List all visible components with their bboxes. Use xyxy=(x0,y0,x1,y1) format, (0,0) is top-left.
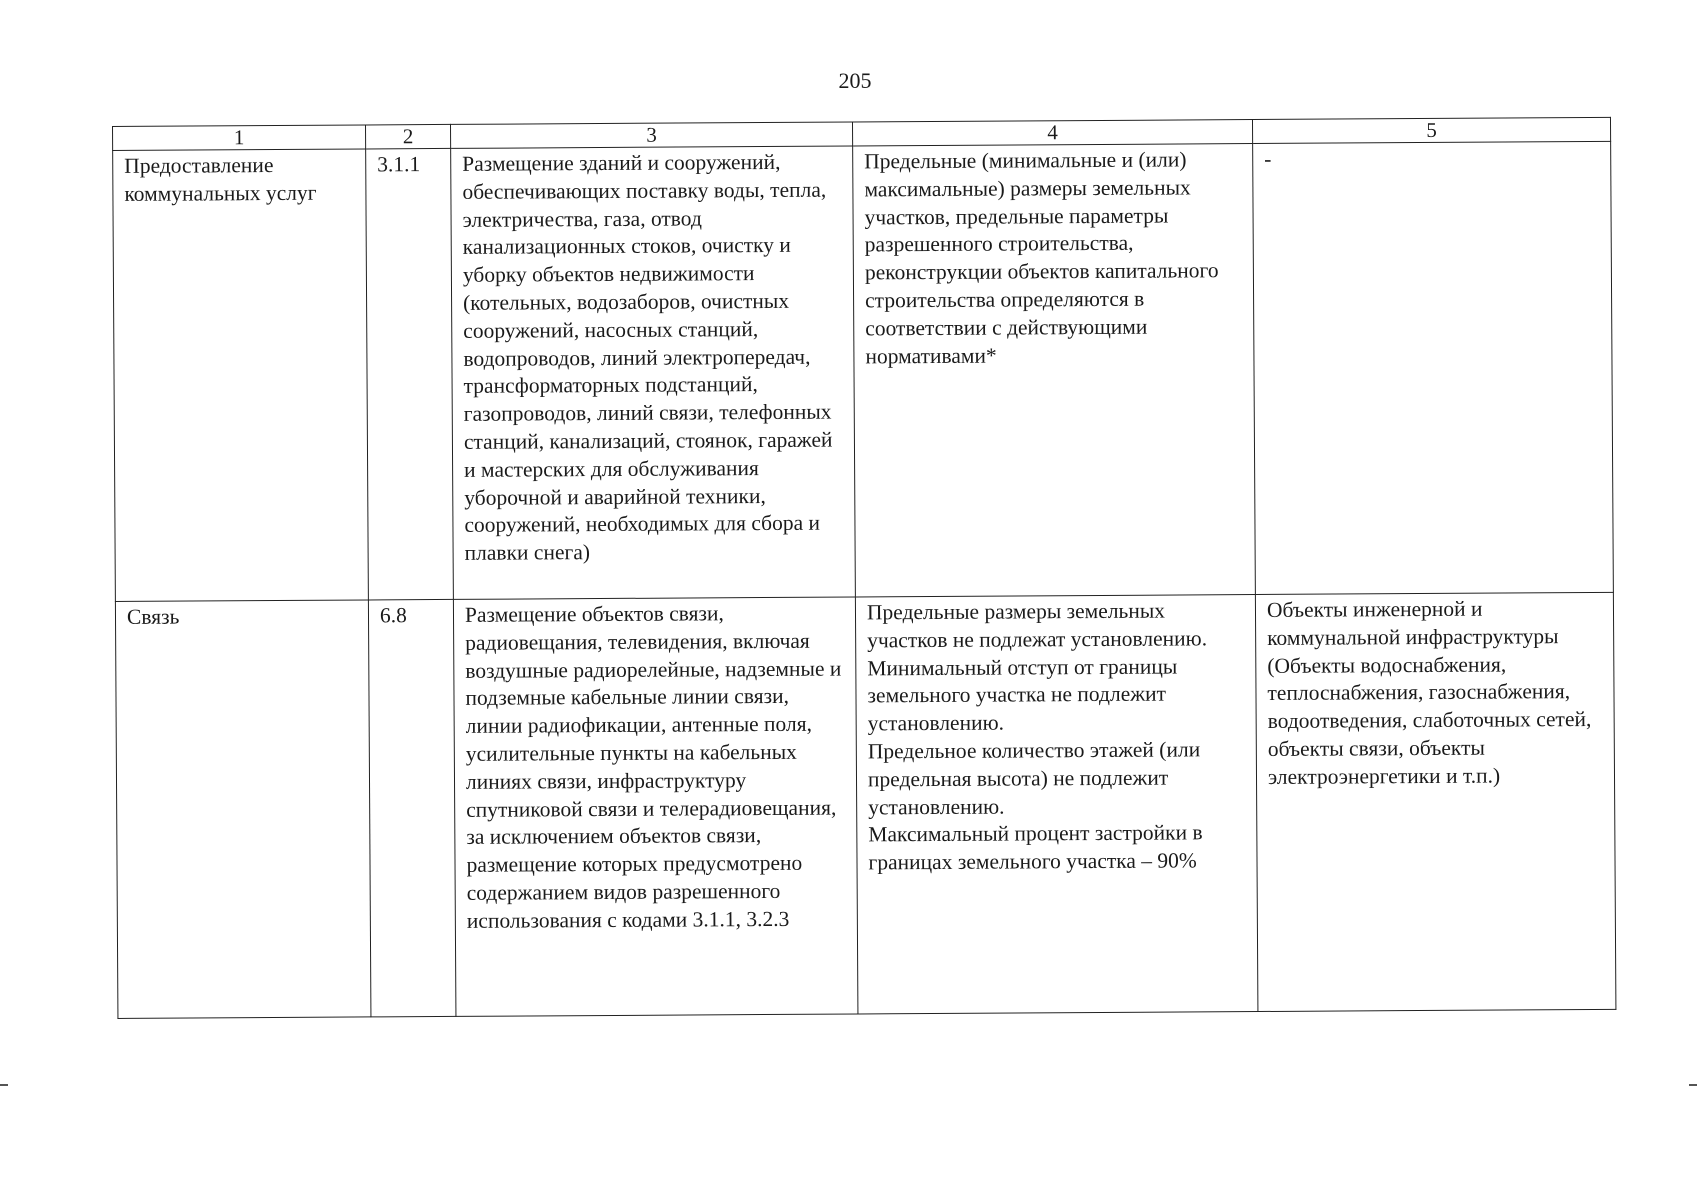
column-header-4: 4 xyxy=(852,120,1252,146)
scan-margin-mark-left xyxy=(0,1084,8,1086)
additional-notes: - xyxy=(1253,141,1614,594)
table-row xyxy=(115,592,1616,1018)
use-type-code: 3.1.1 xyxy=(366,148,454,600)
parameter-line: Максимальный процент застройки в границах земельного участка – 90% xyxy=(868,820,1203,875)
zoning-table xyxy=(112,117,1616,1019)
parameter-line: Предельные (минимальные и (или) максимальные) размеры земельных участков, предельные параметры разрешенного строительства, реконструкции объектов капитального строительства определяются в соответствии с действующими нормативами* xyxy=(864,147,1219,368)
use-type-description: Размещение зданий и сооружений, обеспечивающих поставку воды, тепла, электричества, газа, отвод канализационных стоков, очистку и уборку объектов недвижимости (котельных, водозаборов, очистных сооружений, насосных станций, водопроводов, линий электропередач, трансформаторных подстанций, газопроводов, линий связи, телефонных станций, канализаций, стоянок, гаражей и мастерских для обслуживания уборочной и аварийной техники, сооружений, необходимых для сбора и плавки снега) xyxy=(451,146,856,599)
parameter-line: Предельные размеры земельных участков не подлежат установлению. xyxy=(866,598,1208,653)
use-type-name: Предоставление коммунальных услуг xyxy=(113,149,369,602)
use-type-description: Размещение объектов связи, радиовещания, телевидения, включая воздушные радиорелейные, надземные и подземные кабельные линии связи, линии радиофикации, антенные поля, усилительные пункты на кабельных линиях связи, инфраструктуру спутниковой связи и телерадиовещания, за исключением объектов связи, размещение которых предусмотрено содержанием видов разрешенного использования с кодами 3.1.1, 3.2.3 xyxy=(453,597,858,1016)
column-header-5: 5 xyxy=(1252,117,1610,143)
use-type-name: Связь xyxy=(115,600,371,1019)
page-number: 205 xyxy=(838,68,872,93)
construction-parameters xyxy=(855,595,1258,1014)
parameter-line: Предельное количество этажей (или предельная высота) не подлежит установлению. xyxy=(867,737,1201,819)
use-type-code: 6.8 xyxy=(368,599,456,1017)
column-header-1: 1 xyxy=(113,125,366,151)
table-row xyxy=(113,141,1614,601)
column-header-2: 2 xyxy=(365,124,450,149)
column-header-3: 3 xyxy=(450,122,852,148)
scan-margin-mark-right xyxy=(1689,1084,1697,1086)
additional-notes: Объекты инженерной и коммунальной инфраструктуры (Объекты водоснабжения, теплоснабжения, газоснабжения, водоотведения, слаботочных сетей, объекты связи, объекты электроэнергетики и т.п.) xyxy=(1255,592,1616,1011)
parameter-line: Минимальный отступ от границы земельного участка не подлежит установлению. xyxy=(867,654,1178,736)
construction-parameters xyxy=(853,144,1256,597)
